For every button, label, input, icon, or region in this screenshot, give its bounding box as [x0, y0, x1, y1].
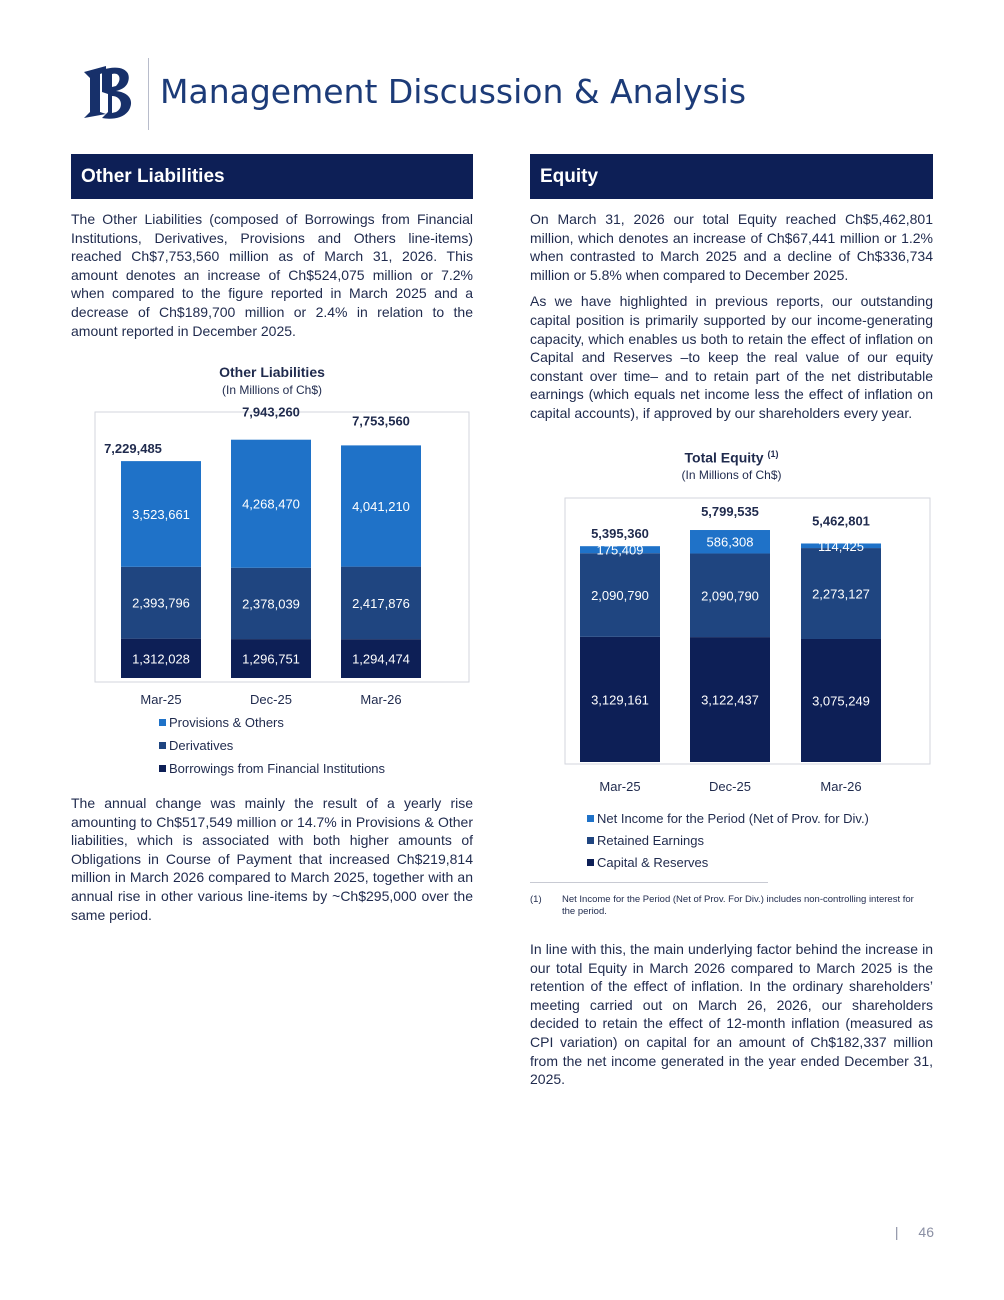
other-liabilities-chart-subtitle: (In Millions of Ch$)	[221, 383, 323, 397]
page-number-separator: |	[894, 1224, 899, 1240]
eq-data-label: 2,273,127	[812, 586, 870, 602]
equity-text	[530, 210, 933, 431]
eq-total-label: 5,799,535	[701, 504, 759, 520]
eq-x-tick-label: Dec-25	[709, 779, 751, 794]
other-liabilities-intro: The Other Liabilities (composed of Borrowings from Financial Institutions, Derivatives, Provisions and Others line-items) reached Ch$7,753,560 million as of March 31, 2026. This amount denotes an increase of Ch$524,075 million or 7.2% when compared to the figure reported in March 2025 and a decrease of Ch$189,700 million or 2.4% in relation to the amount reported in December 2025.	[71, 211, 473, 339]
other-liabilities-analysis: The annual change was mainly the result of a yearly rise amounting to Ch$517,549 million or 14.7% in Provisions & Other liabilities, which is associated with both higher amounts of Obligations in Course of Payment that increased Ch$219,814 million in March 2026 compared to March 2025, together with an annual rise in other various line-items by ~Ch$295,000 over the same period.	[71, 795, 473, 923]
ol-x-tick-label: Mar-25	[140, 692, 182, 707]
ol-data-label: 3,523,661	[132, 506, 190, 522]
ol-data-label: 2,378,039	[242, 596, 300, 612]
eq-data-label: 3,075,249	[812, 693, 870, 709]
ol-total-label: 7,943,260	[242, 404, 300, 420]
footnote-number: (1)	[530, 894, 542, 905]
ol-legend-label: Provisions & Others	[169, 715, 284, 730]
ol-legend-swatch	[159, 742, 166, 749]
total-equity-chart-title-text: Total Equity	[684, 449, 764, 466]
ol-legend-swatch	[159, 765, 166, 772]
page-number-value: 46	[918, 1224, 934, 1240]
ol-x-tick-label: Mar-26	[360, 692, 402, 707]
eq-legend-label: Capital & Reserves	[597, 855, 709, 870]
eq-legend-label: Net Income for the Period (Net of Prov. for Div.)	[597, 811, 869, 826]
eq-data-label: 2,090,790	[591, 588, 649, 604]
eq-data-label: 3,129,161	[591, 692, 649, 708]
ol-x-tick-label: Dec-25	[250, 692, 292, 707]
ol-total-label: 7,229,485	[104, 441, 162, 457]
eq-legend-swatch	[587, 815, 594, 822]
eq-x-tick-label: Mar-25	[599, 779, 641, 794]
ol-legend-swatch	[159, 719, 166, 726]
eq-data-label: 3,122,437	[701, 692, 759, 708]
other-liabilities-chart-title: Other Liabilities	[219, 364, 325, 380]
total-equity-chart-subtitle: (In Millions of Ch$)	[681, 468, 782, 482]
footnote-text: Net Income for the Period (Net of Prov. For Div.) includes non-controlling interest for the period.	[562, 894, 914, 917]
eq-x-tick-label: Mar-26	[820, 779, 862, 794]
ol-legend-label: Derivatives	[169, 738, 234, 753]
page-title: Management Discussion & Analysis	[160, 72, 747, 111]
ol-data-label: 4,268,470	[242, 496, 300, 512]
ol-data-label: 1,296,751	[242, 651, 300, 667]
ol-data-label: 4,041,210	[352, 499, 410, 515]
eq-data-label: 175,409	[596, 542, 644, 558]
eq-legend-label: Retained Earnings	[597, 833, 704, 848]
ol-data-label: 1,312,028	[132, 651, 190, 667]
total-equity-chart-title-footnote-ref: (1)	[767, 449, 779, 459]
eq-total-label: 5,462,801	[812, 513, 870, 529]
ol-data-label: 2,417,876	[352, 595, 410, 611]
eq-data-label: 586,308	[706, 534, 754, 550]
eq-total-label: 5,395,360	[591, 526, 649, 542]
other-liabilities-chart	[71, 400, 473, 785]
total-equity-chart	[530, 485, 933, 875]
ol-legend-label: Borrowings from Financial Institutions	[169, 761, 386, 776]
eq-legend-swatch	[587, 859, 594, 866]
page-number	[895, 1224, 934, 1240]
equity-paragraph-1: On March 31, 2026 our total Equity reached Ch$5,462,801 million, which denotes an increase of Ch$67,441 million or 1.2% when contrasted to March 2025 and a decline of Ch$336,734 million or 5.8% when compared to December 2025.	[530, 211, 933, 283]
eq-legend-swatch	[587, 837, 594, 844]
ol-total-label: 7,753,560	[352, 413, 410, 429]
eq-data-label: 2,090,790	[701, 588, 759, 604]
footnote-divider	[530, 882, 768, 883]
ol-data-label: 1,294,474	[352, 651, 410, 667]
ol-data-label: 2,393,796	[132, 595, 190, 611]
bank-logo-icon	[80, 62, 136, 122]
equity-paragraph-3: In line with this, the main underlying factor behind the increase in our total Equity in March 2026 compared to March 2025 is the retention of the effect of inflation. In the ordinary shareholders’ meeting carried out on March 26, 2026, our shareholders decided to retain the effect of 12-month inflation (measured as CPI variation) on capital for an amount of Ch$182,337 million from the net income generated in the year ended December 31, 2025.	[530, 941, 933, 1088]
equity-paragraph-2: As we have highlighted in previous reports, our outstanding capital position is primarily supported by our income-generating capacity, which enables us both to retain the effect of inflation on Capital and Reserves –to keep the real value of our equity constant over time– and to retain part of the net distributable earnings (which equals net income less the effect of inflation on capital accounts), if approved by our shareholders every year.	[530, 293, 933, 421]
other-liabilities-heading: Other Liabilities	[71, 154, 473, 199]
total-equity-chart-title	[530, 449, 933, 466]
equity-heading: Equity	[530, 154, 933, 199]
eq-data-label: 114,425	[817, 538, 865, 554]
header-divider	[148, 58, 149, 130]
